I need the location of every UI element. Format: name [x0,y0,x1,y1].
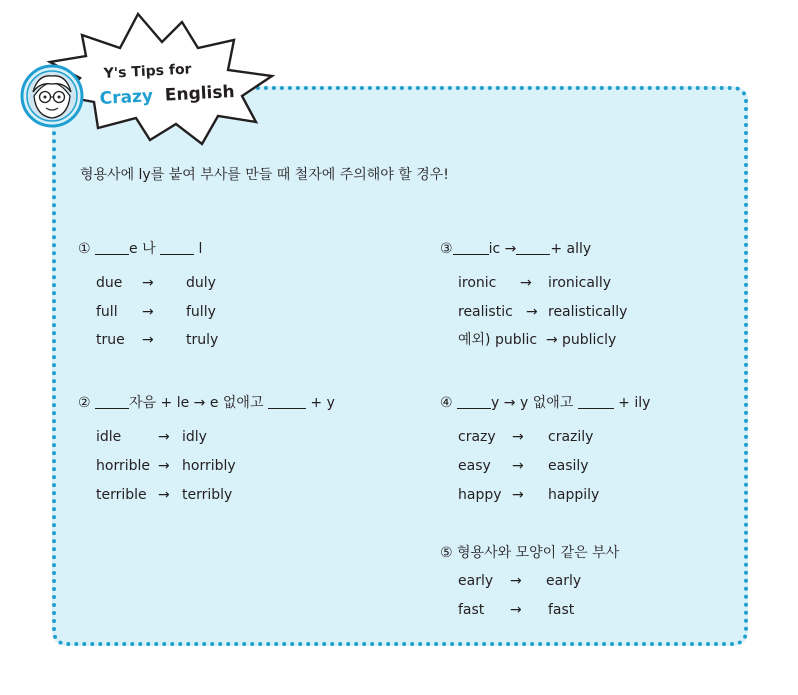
rule-2-number: ② [78,395,91,411]
rule-5-number: ⑤ [440,545,453,561]
rule-3-row-to: ironically [548,275,612,291]
rule-4-row-to: happily [548,487,600,503]
rule-3-row-from: realistic [458,304,513,320]
rule-4-end: + ily [618,395,651,411]
rule-5-row-from: fast [458,602,485,618]
rule-3-row-from: ironic [458,275,497,291]
rule-4-row-arrow: → [512,487,524,503]
rule-3-row-arrow: → [526,304,538,320]
rule-3-number: ③ [440,241,453,257]
rule-3-row-arrow: → [546,332,558,348]
rule-2-part1: 자음 + le [129,395,190,411]
rule-4-part1: y [491,395,500,411]
intro-text: 형용사에 ly를 붙여 부사를 만들 때 철자에 주의해야 할 경우! [80,167,449,183]
rule-3-row-to: realistically [548,304,628,320]
rule-4-number: ④ [440,395,453,411]
rule-1-row-arrow: → [142,304,154,320]
rule-1-end: l [198,241,203,257]
blank [268,394,306,409]
blank [95,240,129,255]
rule-3-end: + ally [550,241,592,257]
rule-2-row-from: terrible [96,487,147,503]
rule-2-row-from: idle [96,429,122,445]
tips-badge [0,0,300,150]
rule-3-row-to: publicly [562,332,617,348]
rule-4-row-from: crazy [458,429,496,445]
rule-4-heading [440,394,650,412]
blank [160,240,194,255]
rule-1-row-to: truly [186,332,219,348]
rule-5-row-to: early [546,573,582,589]
rule-2-row-to: idly [182,429,207,445]
blank [578,394,614,409]
rule-4-row-from: happy [458,487,502,503]
rule-5-row-to: fast [548,602,575,618]
badge-line2-rest: English [164,81,236,106]
rule-2-row-arrow: → [158,458,170,474]
rule-1-mid: e 나 [129,241,156,257]
rule-1-row-to: fully [186,304,216,320]
rule-5-row-arrow: → [510,573,522,589]
rule-2-part2: e 없애고 [209,395,264,411]
blank [457,394,491,409]
face-icon [22,66,82,126]
rule-4-arrow: → [503,395,516,411]
rule-2-row-arrow: → [158,487,170,503]
rule-2-end: + y [310,395,335,411]
rule-3-row-arrow: → [520,275,532,291]
rule-1-row-arrow: → [142,275,154,291]
rule-3-row-from: 예외) public [458,332,538,348]
rule-2-row-from: horrible [96,458,150,474]
rule-2-arrow: → [193,395,206,411]
rule-5-row-from: early [458,573,494,589]
rule-1-row-from: full [96,304,118,320]
rule-2-heading [78,394,335,412]
rule-1-row-arrow: → [142,332,154,348]
rule-5-row-arrow: → [510,602,522,618]
rule-4-part2: y 없애고 [519,395,574,411]
rule-5-title: 형용사와 모양이 같은 부사 [457,545,620,561]
blank [95,394,129,409]
rule-4-row-from: easy [458,458,491,474]
rule-1-number: ① [78,241,91,257]
badge-line2-accent: Crazy [99,86,154,109]
rule-5-heading [440,544,619,562]
rule-1-row-to: duly [186,275,216,291]
rule-2-row-to: horribly [182,458,236,474]
rule-3-part1: ic [488,241,501,257]
rule-3-arrow: → [504,241,517,257]
rule-4-row-to: easily [548,458,589,474]
rule-2-row-to: terribly [182,487,233,503]
rule-1-heading [78,240,202,258]
rule-2-row-arrow: → [158,429,170,445]
rule-4-row-arrow: → [512,429,524,445]
rule-3-heading [440,240,591,258]
blank [516,240,550,255]
rule-1-row-from: true [96,332,125,348]
rule-4-row-to: crazily [548,429,594,445]
blank [453,240,489,255]
badge-line1: Y's Tips for [103,61,192,82]
rule-4-row-arrow: → [512,458,524,474]
rule-1-row-from: due [96,275,123,291]
